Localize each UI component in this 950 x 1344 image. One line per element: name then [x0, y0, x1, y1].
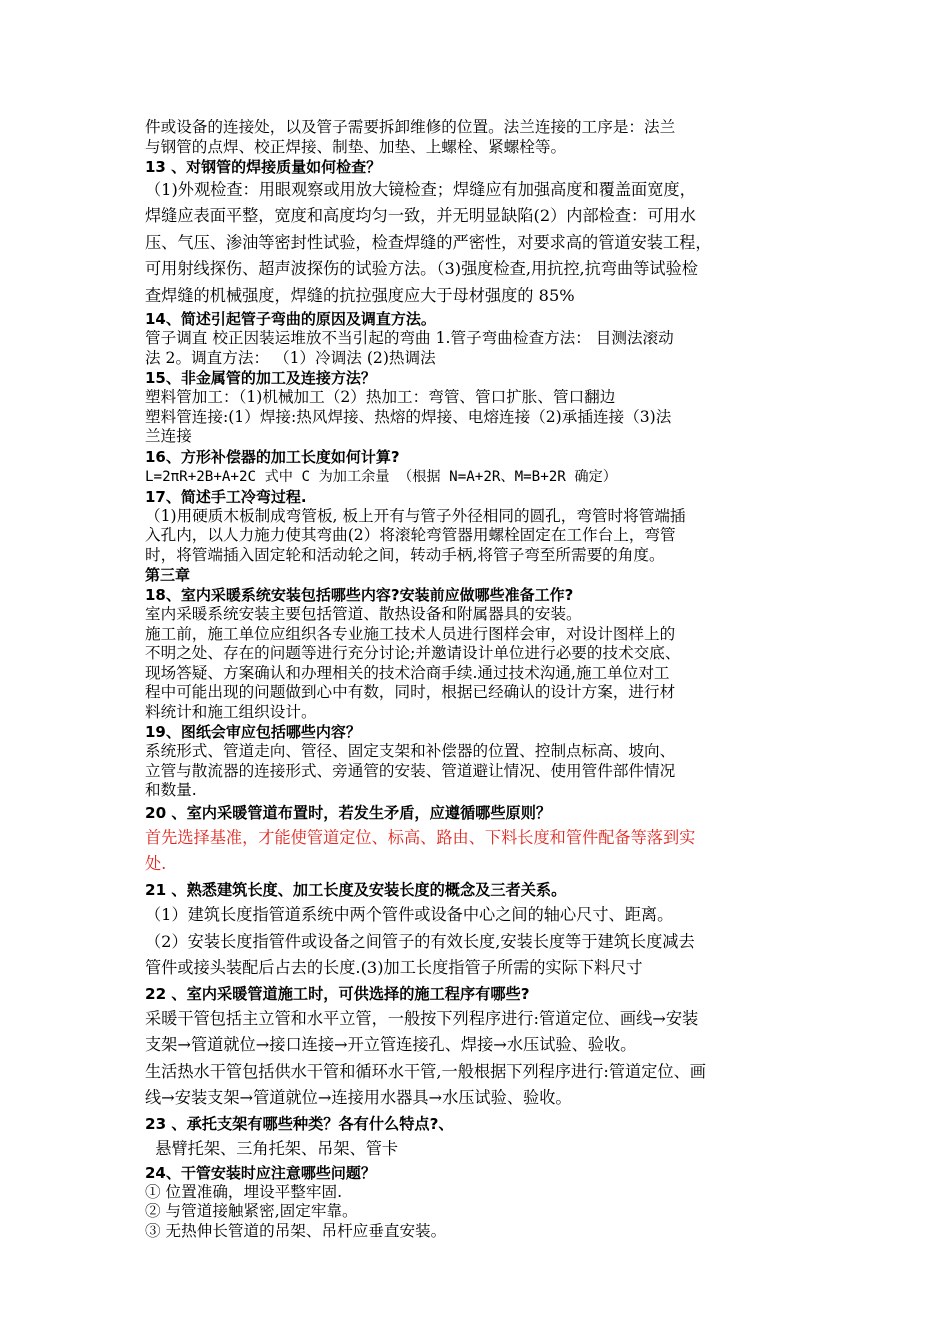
- text-line: （2）安装长度指管件或设备之间管子的有效长度,安装长度等于建筑长度减去: [145, 931, 695, 951]
- text-line: 和数量.: [145, 781, 197, 800]
- text-line: 压、气压、渗油等密封性试验，检查焊缝的严密性，对要求高的管道安装工程，: [145, 232, 712, 252]
- question-19: [145, 722, 815, 801]
- text-line: 不明之处、存在的问题等进行充分讨论;并邀请设计单位进行必要的技术交底、: [145, 644, 681, 663]
- text-line: 管件或接头装配后占去的长度.(3)加工长度指管子所需的实际下料尺寸: [145, 958, 643, 978]
- text-line: 系统形式、管道走向、管径、固定支架和补偿器的位置、控制点标高、坡向、: [145, 742, 676, 761]
- question-title: 14、简述引起管子弯曲的原因及调直方法。: [145, 310, 436, 329]
- text-line: 与钢管的点焊、校正焊接、制垫、加垫、上螺栓、紧螺栓等。: [145, 137, 567, 156]
- text-line: 管子调直 校正因装运堆放不当引起的弯曲 1.管子弯曲检查方法： 目测法滚动: [145, 329, 674, 348]
- text-line: 程中可能出现的问题做到心中有数，同时，根据已经确认的设计方案，进行材: [145, 683, 676, 702]
- text-line: （1）建筑长度指管道系统中两个管件或设备中心之间的轴心尺寸、距离。: [145, 905, 674, 925]
- text-line: 采暖干管包括主立管和水平立管，一般按下列程序进行:管道定位、画线→安装: [145, 1009, 699, 1029]
- answer-line-red: 处.: [145, 854, 167, 874]
- text-line: 现场答疑、方案确认和办理相关的技术洽商手续.通过技术沟通,施工单位对工: [145, 663, 670, 682]
- text-line: 室内采暖系统安装主要包括管道、散热设备和附属器具的安装。: [145, 605, 582, 624]
- question-24: [145, 1163, 815, 1242]
- question-13: [145, 157, 815, 309]
- question-23: [145, 1112, 815, 1163]
- question-title: 17、简述手工冷弯过程.: [145, 487, 307, 506]
- text-line: 兰连接: [145, 427, 192, 446]
- text-line: 线→安装支架→管道就位→连接用水器具→水压试验、验收。: [145, 1088, 572, 1108]
- question-title: 24、干管安装时应注意哪些问题？: [145, 1163, 376, 1182]
- intro-paragraph: [145, 118, 815, 157]
- question-14: [145, 309, 815, 368]
- text-line: 塑料管加工：（1)机械加工（2）热加工：弯管、管口扩胀、管口翻边: [145, 388, 616, 407]
- question-21: [145, 878, 815, 982]
- text-line: （1)外观检查：用眼观察或用放大镜检查；焊缝应有加强高度和覆盖面宽度，: [145, 180, 696, 199]
- document-page: [145, 118, 815, 1241]
- question-title: 15、非金属管的加工及连接方法？: [145, 369, 376, 388]
- question-20: [145, 801, 815, 878]
- text-line: 支架→管道就位→接口连接→开立管连接孔、焊接→水压试验、验收。: [145, 1035, 637, 1055]
- question-18: [145, 585, 815, 722]
- text-line: 焊缝应表面平整，宽度和高度均匀一致，并无明显缺陷(2）内部检查：可用水: [145, 206, 696, 226]
- text-line: 施工前，施工单位应组织各专业施工技术人员进行图样会审，对设计图样上的: [145, 624, 676, 643]
- text-line: 立管与散流器的连接形式、旁通管的安装、管道避让情况、使用管件部件情况: [145, 761, 676, 780]
- question-title: 23 、承托支架有哪些种类？各有什么特点?、: [145, 1114, 454, 1133]
- question-title: 13 、对钢管的焊接质量如何检查？: [145, 158, 382, 176]
- text-line: 法 2。调直方法： （1）冷调法 (2)热调法: [145, 348, 436, 367]
- question-title: 22 、室内采暖管道施工时，可供选择的施工程序有哪些?: [145, 984, 530, 1003]
- answer-line-red: 首先选择基准，才能使管道定位、标高、路由、下料长度和管件配备等落到实: [145, 828, 696, 848]
- question-title: 18、室内采暖系统安装包括哪些内容?安装前应做哪些准备工作?: [145, 586, 574, 605]
- question-title: 19、图纸会审应包括哪些内容？: [145, 723, 361, 742]
- formula-line: L=2πR+2B+A+2C 式中 C 为加工余量 （根据 N=A+2R、M=B+2R 确定）: [145, 468, 617, 485]
- list-item: ③ 无热伸长管道的吊架、吊杆应垂直安装。: [145, 1221, 447, 1240]
- text-line: 生活热水干管包括供水干管和循环水干管,一般根据下列程序进行:管道定位、画: [145, 1061, 706, 1081]
- text-line: 件或设备的连接处，以及管子需要拆卸维修的位置。法兰连接的工序是：法兰: [145, 118, 676, 136]
- text-line: 悬臂托架、三角托架、吊架、管卡: [145, 1139, 399, 1159]
- question-16: [145, 447, 815, 487]
- text-line: 可用射线探伤、超声波探伤的试验方法。（3)强度检查,用抗控,抗弯曲等试验检: [145, 259, 698, 279]
- text-line: （1)用硬质木板制成弯管板, 板上开有与管子外径相同的圆孔，弯管时将管端插: [145, 506, 686, 525]
- list-item: ① 位置准确，埋设平整牢固.: [145, 1182, 343, 1201]
- question-title: 20 、室内采暖管道布置时，若发生矛盾，应遵循哪些原则？: [145, 803, 552, 822]
- text-line: 塑料管连接:(1）焊接:热风焊接、热熔的焊接、电熔连接（2)承插连接（3)法: [145, 407, 672, 426]
- text-line: 料统计和施工组织设计。: [145, 702, 317, 721]
- question-22: [145, 982, 815, 1112]
- question-15: [145, 368, 815, 447]
- text-line: 查焊缝的机械强度，焊缝的抗拉强度应大于母材强度的 85%: [145, 285, 575, 305]
- text-line: 入孔内，以人力施力使其弯曲(2）将滚轮弯管器用螺栓固定在工作台上，弯管: [145, 526, 676, 545]
- question-title: 21 、熟悉建筑长度、加工长度及安装长度的概念及三者关系。: [145, 880, 567, 899]
- question-title: 16、方形补偿器的加工长度如何计算?: [145, 447, 400, 466]
- question-17: [145, 487, 815, 566]
- text-line: 时，将管端插入固定轮和活动轮之间，转动手柄,将管子弯至所需要的角度。: [145, 545, 665, 564]
- list-item: ② 与管道接触紧密,固定牢靠。: [145, 1202, 358, 1221]
- chapter-heading: 第三章: [145, 566, 191, 585]
